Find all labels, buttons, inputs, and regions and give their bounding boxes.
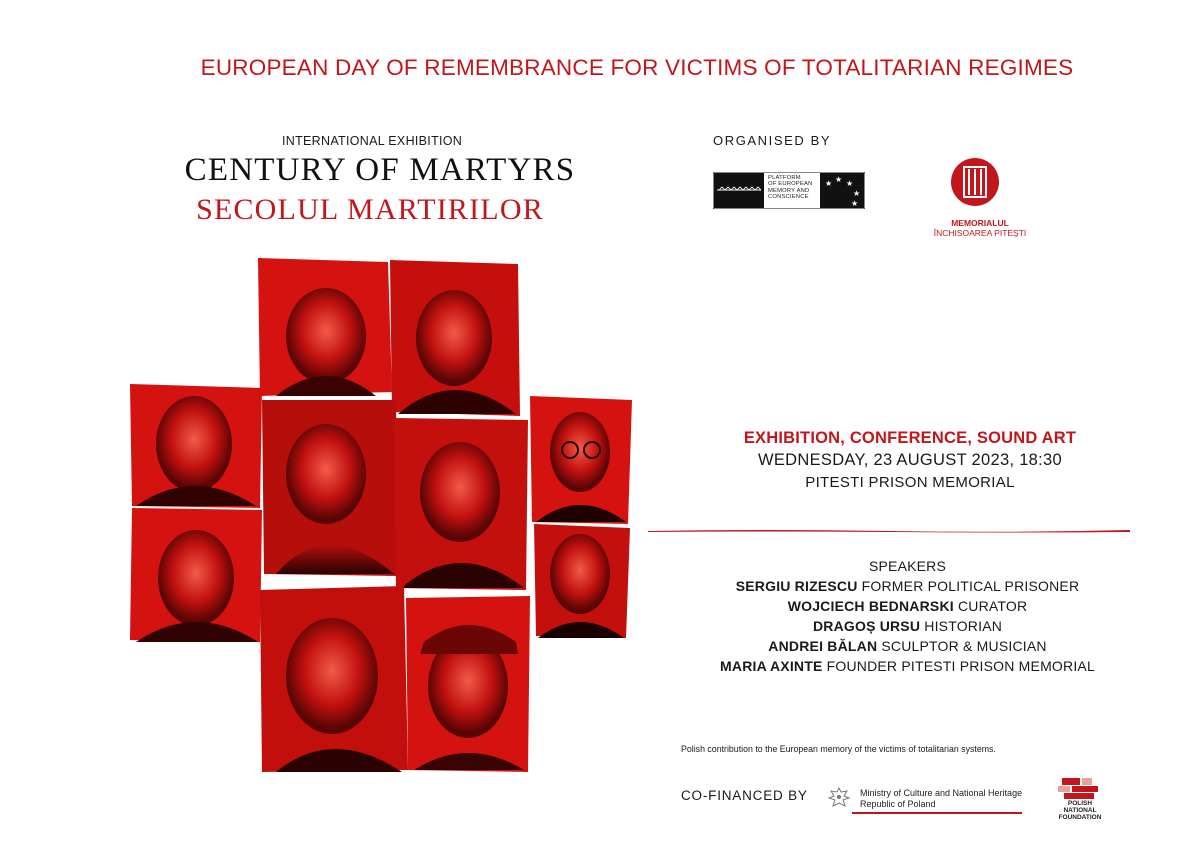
speaker-row xyxy=(680,656,1135,676)
memorial-logo-name: MEMORIALUL ÎNCHISOAREA PITEȘTI xyxy=(933,218,1027,238)
speaker-role: FOUNDER PITESTI PRISON MEMORIAL xyxy=(826,658,1095,674)
speaker-role: FORMER POLITICAL PRISONER xyxy=(861,578,1080,594)
svg-text:★: ★ xyxy=(853,189,861,198)
speaker-name: SERGIU RIZESCU xyxy=(735,578,858,594)
portrait-10 xyxy=(406,596,530,772)
portrait-2 xyxy=(390,260,520,416)
portrait-9 xyxy=(260,586,408,772)
portrait-6 xyxy=(530,396,632,524)
portrait-collage xyxy=(126,256,636,774)
speaker-role: HISTORIAN xyxy=(924,618,1003,634)
organised-by-label: ORGANISED BY xyxy=(713,133,832,148)
speaker-role: SCULPTOR & MUSICIAN xyxy=(881,638,1047,654)
speaker-row xyxy=(680,576,1135,596)
portrait-5 xyxy=(394,418,528,590)
speaker-name: WOJCIECH BEDNARSKI xyxy=(787,598,954,614)
ministry-logo-text: Ministry of Culture and National Heritage Republic of Poland xyxy=(860,788,1023,809)
exhibition-title-english: CENTURY OF MARTYRS xyxy=(184,152,576,188)
speakers-heading: SPEAKERS xyxy=(868,558,947,574)
svg-text:★: ★ xyxy=(825,179,833,188)
portrait-3 xyxy=(130,384,262,508)
svg-text:★: ★ xyxy=(835,175,843,184)
event-banner-title: EUROPEAN DAY OF REMEMBRANCE FOR VICTIMS OF TOTALITARIAN REGIMES xyxy=(200,55,1074,80)
speaker-name: ANDREI BĂLAN xyxy=(768,638,878,654)
event-datetime: WEDNESDAY, 23 AUGUST 2023, 18:30 xyxy=(758,451,1062,469)
speaker-role: CURATOR xyxy=(957,598,1028,614)
speaker-name: MARIA AXINTE xyxy=(720,658,823,674)
brush-divider xyxy=(648,521,1130,527)
portrait-4 xyxy=(262,400,398,576)
event-details xyxy=(640,429,1180,491)
polish-eagle-icon xyxy=(827,786,851,812)
polish-national-foundation-logo-icon xyxy=(1058,778,1102,800)
speaker-row xyxy=(680,636,1135,656)
pemc-logo xyxy=(713,172,865,209)
polish-national-foundation-name: POLISH NATIONAL FOUNDATION xyxy=(1058,800,1102,821)
event-venue: PITESTI PRISON MEMORIAL xyxy=(805,474,1015,491)
pemc-logo-text: PLATFORM OF EUROPEAN MEMORY AND CONSCIENCE xyxy=(768,175,813,201)
ministry-underline xyxy=(852,812,1022,814)
portrait-8 xyxy=(534,524,630,638)
contribution-note: Polish contribution to the European memory of the victims of totalitarian systems. xyxy=(681,744,996,754)
event-type: EXHIBITION, CONFERENCE, SOUND ART xyxy=(743,429,1077,447)
cofinanced-label: CO-FINANCED BY xyxy=(681,788,808,803)
speaker-row xyxy=(680,616,1135,636)
exhibition-kicker: INTERNATIONAL EXHIBITION xyxy=(282,134,463,148)
portrait-1 xyxy=(258,258,392,396)
speakers-list xyxy=(680,556,1135,676)
svg-text:★: ★ xyxy=(846,179,854,188)
portrait-7 xyxy=(130,508,262,642)
exhibition-title-romanian: SECOLUL MARTIRILOR xyxy=(196,193,544,226)
memorial-logo-icon xyxy=(950,157,1000,207)
speaker-name: DRAGOȘ URSU xyxy=(812,618,921,634)
speaker-row xyxy=(680,596,1135,616)
svg-text:★: ★ xyxy=(851,199,859,208)
